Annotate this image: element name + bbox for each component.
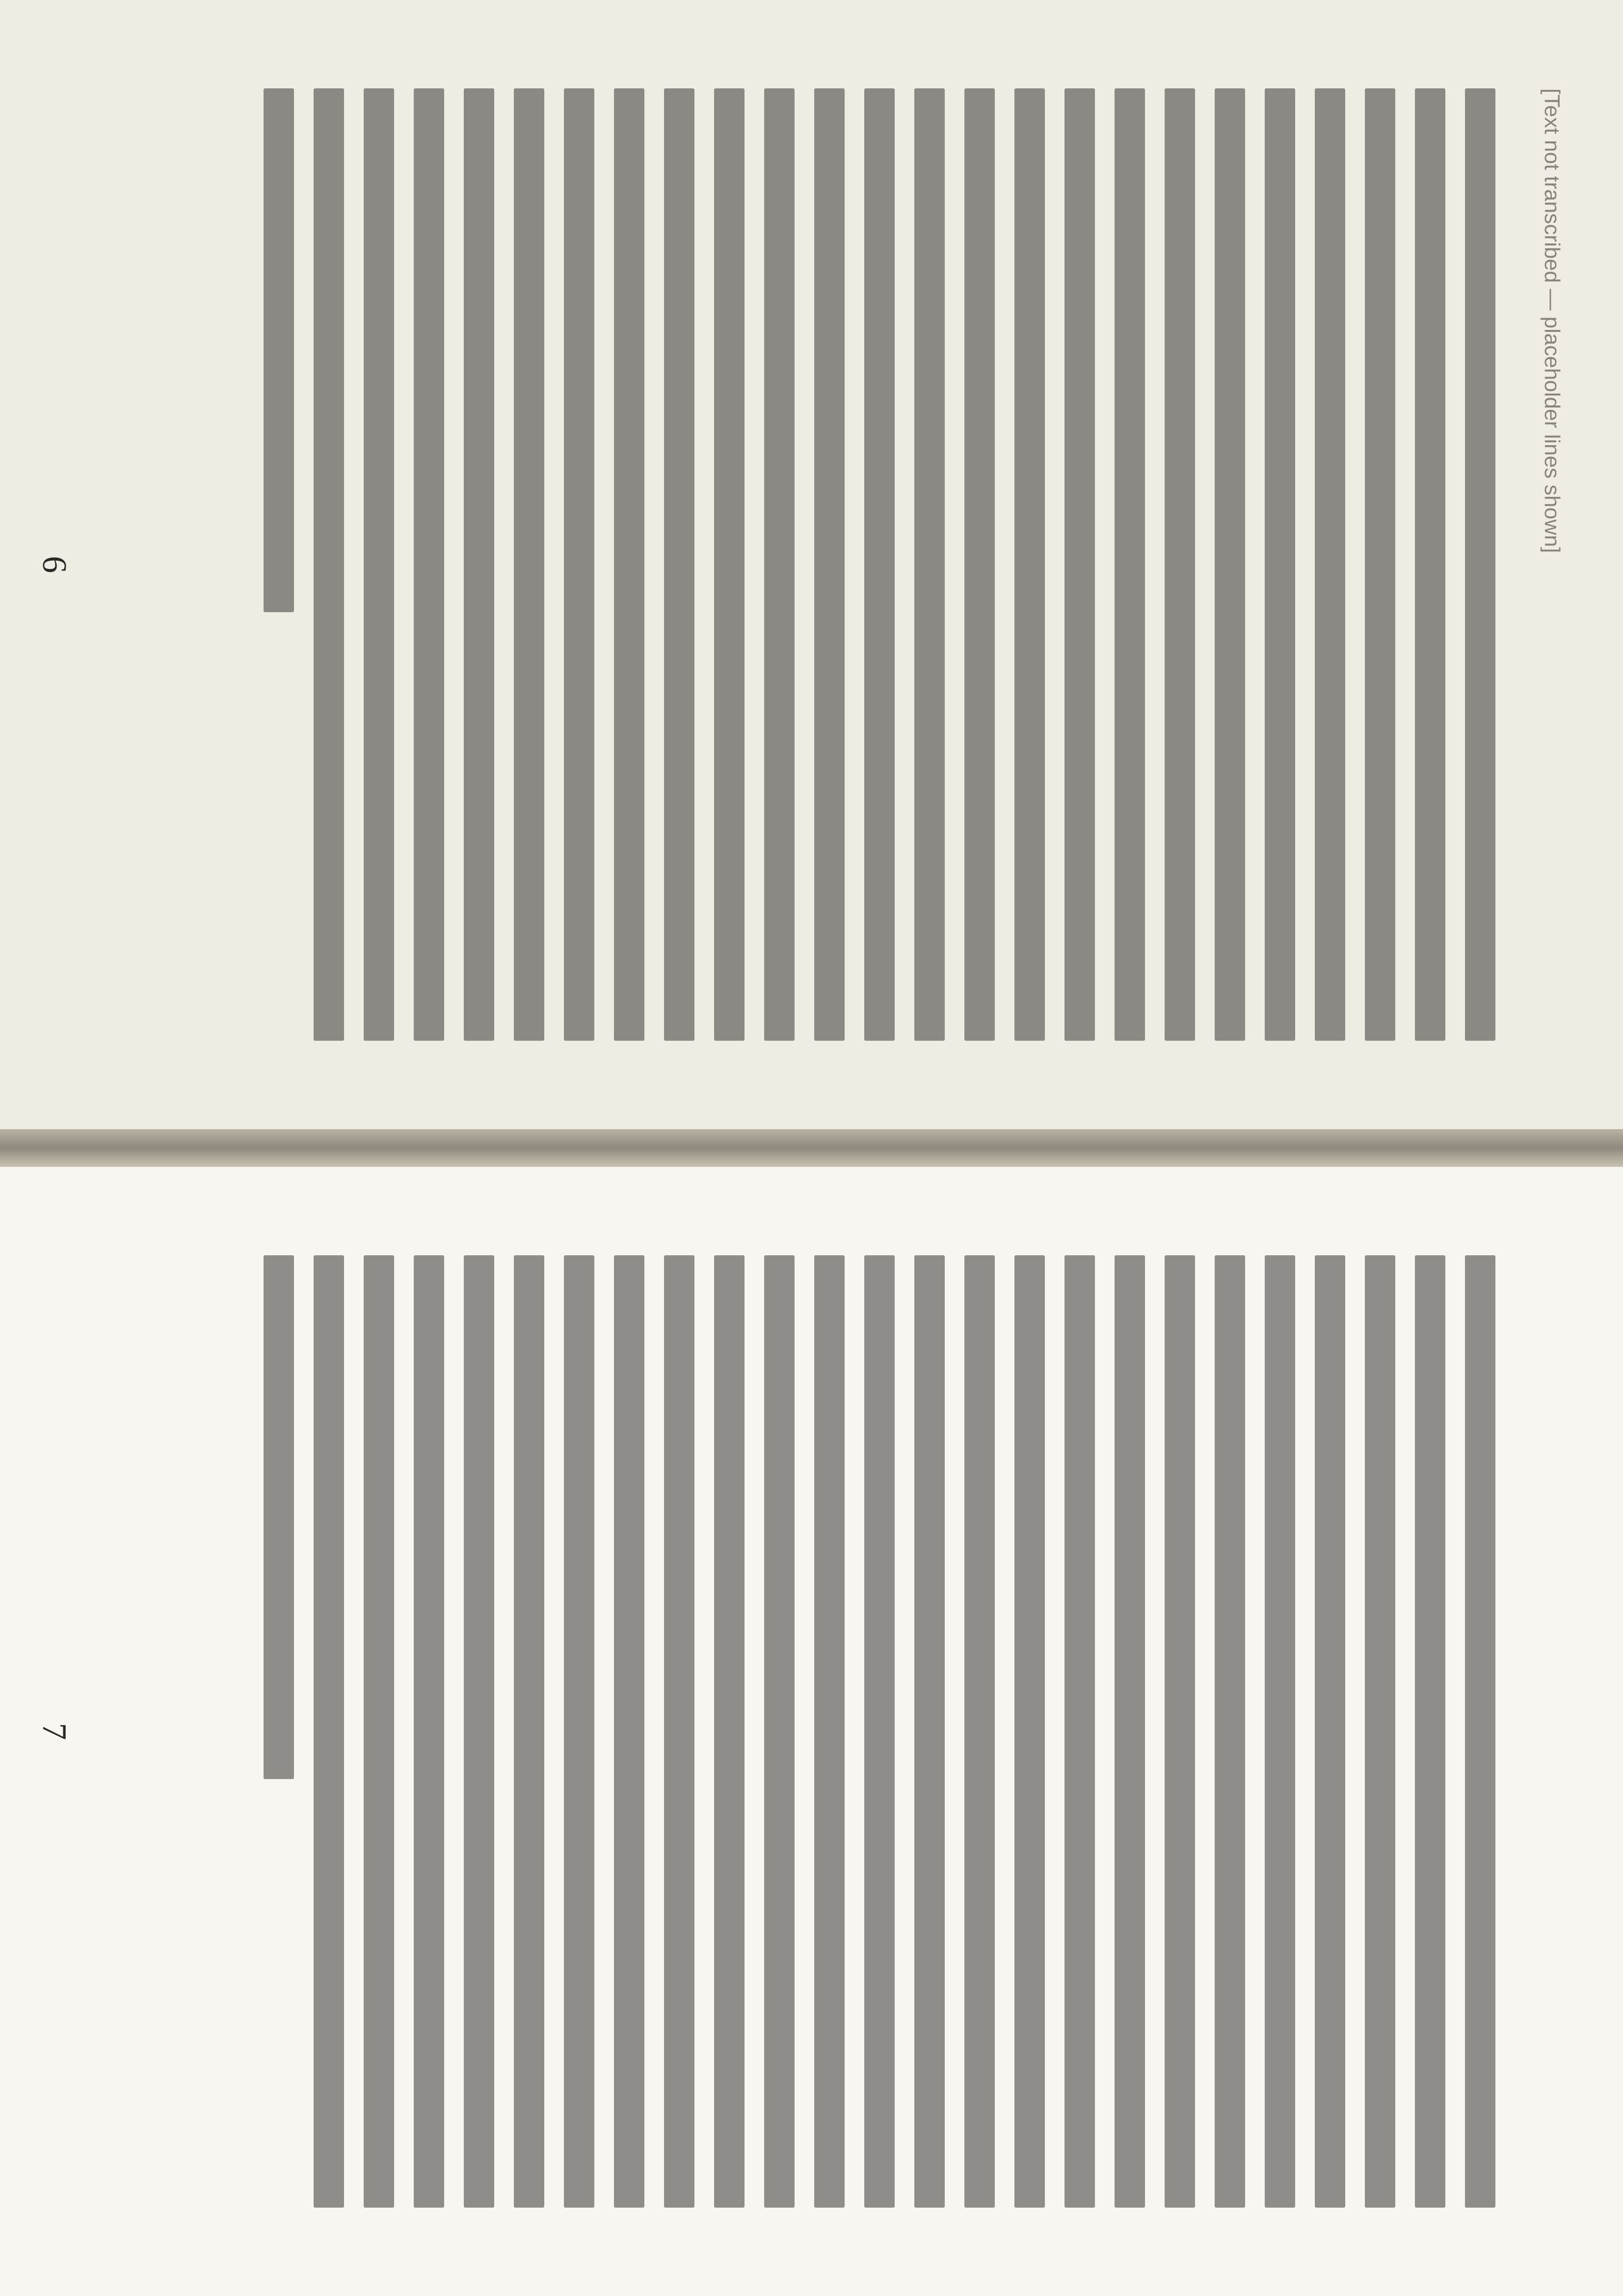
- text-line: [814, 1255, 845, 2208]
- book-gutter: [0, 1129, 1623, 1167]
- text-line: [264, 88, 294, 612]
- text-line: [1064, 88, 1095, 1041]
- text-line: [714, 1255, 745, 2208]
- text-line: [314, 88, 344, 1041]
- page-number: 7: [35, 1723, 73, 1740]
- text-line: [1014, 1255, 1045, 2208]
- text-line: [564, 1255, 594, 2208]
- text-line: [1365, 1255, 1395, 2208]
- placeholder-note: [Text not transcribed — placeholder lines shown]: [1540, 88, 1564, 553]
- text-line: [864, 88, 895, 1041]
- text-line: [1115, 88, 1145, 1041]
- text-line: [964, 1255, 995, 2208]
- text-line: [1265, 1255, 1295, 2208]
- page-right: [0, 1167, 1623, 2296]
- text-line: [914, 88, 945, 1041]
- text-line: [514, 1255, 544, 2208]
- text-line: [1215, 88, 1245, 1041]
- text-line: [1465, 88, 1495, 1041]
- text-line: [464, 1255, 494, 2208]
- text-line: [1415, 88, 1445, 1041]
- text-line: [614, 88, 644, 1041]
- text-line: [364, 1255, 394, 2208]
- page-number: 6: [35, 556, 73, 573]
- text-line: [764, 1255, 795, 2208]
- text-line: [714, 88, 745, 1041]
- text-line: [614, 1255, 644, 2208]
- text-line: [964, 88, 995, 1041]
- text-line: [414, 1255, 444, 2208]
- text-line: [1465, 1255, 1495, 2208]
- text-line: [1165, 88, 1195, 1041]
- text-line: [364, 88, 394, 1041]
- text-line: [814, 88, 845, 1041]
- text-line: [464, 88, 494, 1041]
- text-line: [864, 1255, 895, 2208]
- text-line: [1315, 88, 1345, 1041]
- text-line: [564, 88, 594, 1041]
- text-block: [264, 88, 1495, 1041]
- text-line: [664, 1255, 694, 2208]
- text-line: [1064, 1255, 1095, 2208]
- text-line: [914, 1255, 945, 2208]
- page-left: [0, 0, 1623, 1129]
- text-line: [664, 88, 694, 1041]
- text-line: [1365, 88, 1395, 1041]
- text-line: [264, 1255, 294, 1779]
- text-block: [264, 1255, 1495, 2208]
- text-line: [1315, 1255, 1345, 2208]
- text-line: [1215, 1255, 1245, 2208]
- text-line: [414, 88, 444, 1041]
- text-line: [514, 88, 544, 1041]
- text-line: [1115, 1255, 1145, 2208]
- text-line: [1415, 1255, 1445, 2208]
- text-line: [314, 1255, 344, 2208]
- text-line: [764, 88, 795, 1041]
- text-line: [1165, 1255, 1195, 2208]
- text-line: [1014, 88, 1045, 1041]
- text-line: [1265, 88, 1295, 1041]
